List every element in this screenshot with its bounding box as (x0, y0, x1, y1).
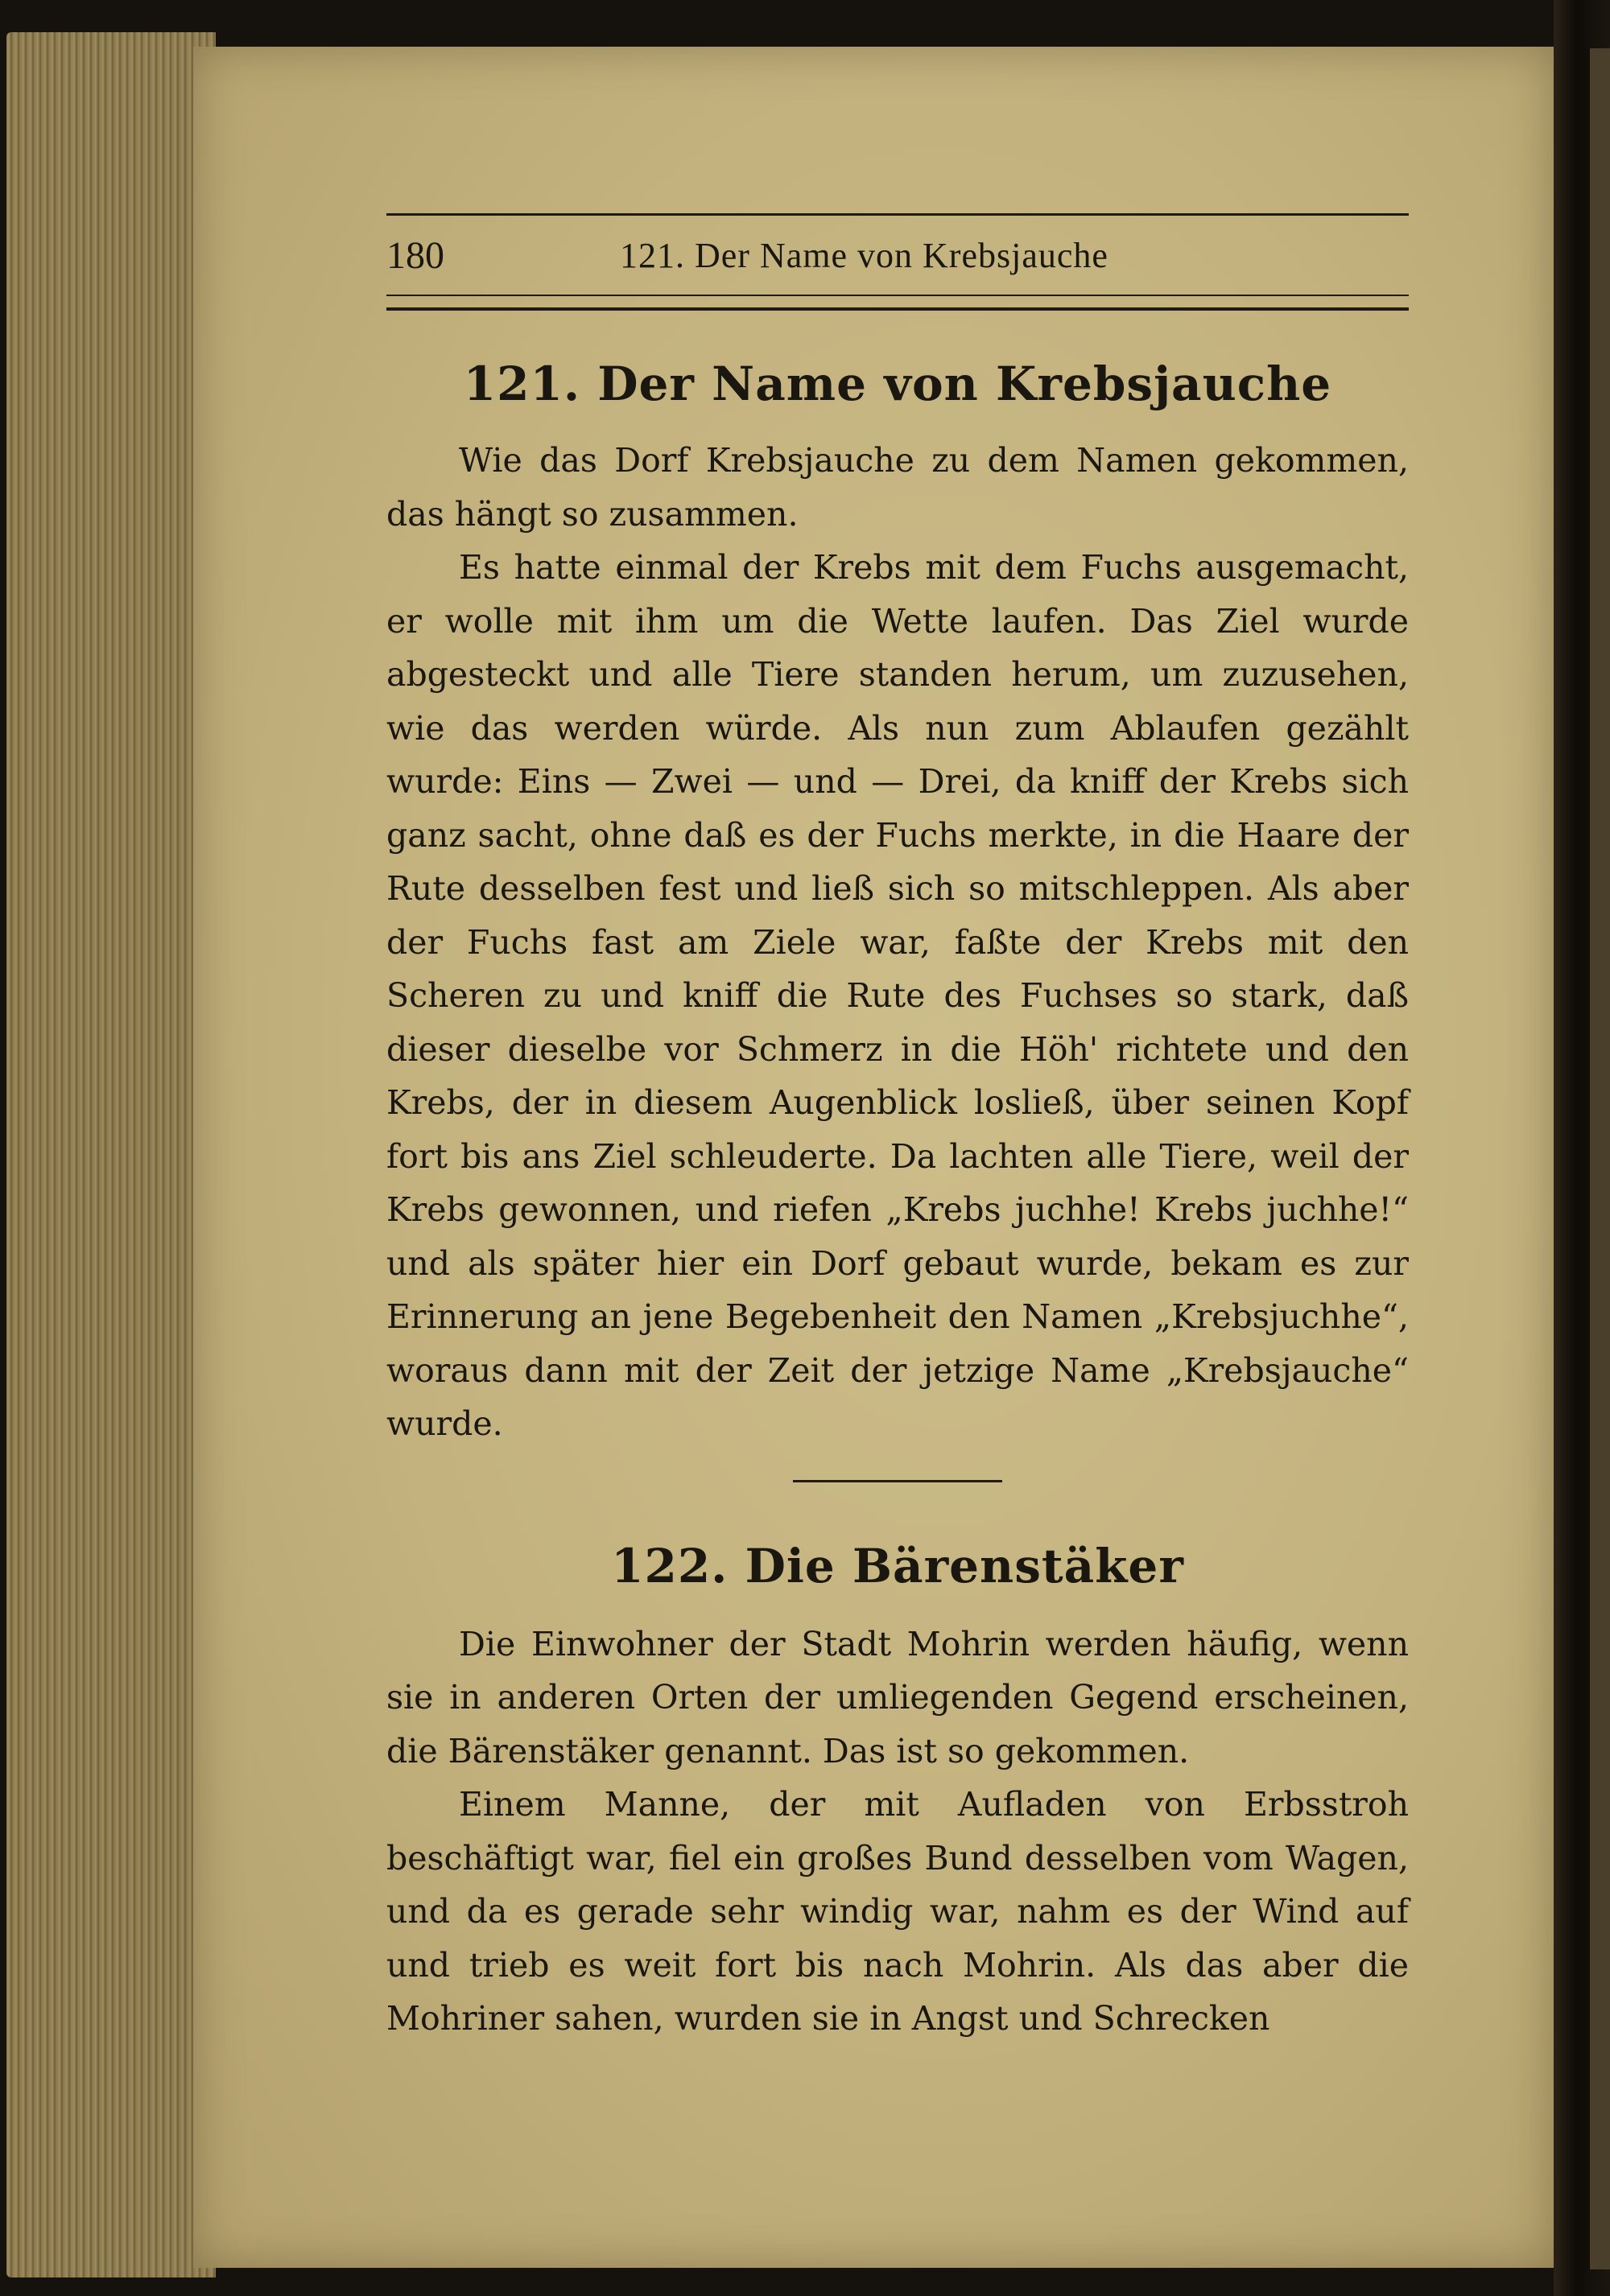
facing-page-edge (1590, 48, 1610, 2269)
section-122-title: 122. Die Bärenstäker (611, 1538, 1184, 1593)
page-edges (6, 32, 216, 2277)
section-121-title: 121. Der Name von Krebsjauche (463, 357, 1332, 411)
running-title: 121. Der Name von Krebsjauche (620, 236, 1108, 275)
page-number: 180 (386, 234, 444, 277)
page-text (386, 213, 1409, 2046)
section-divider (793, 1480, 1002, 1482)
section-121-paragraph-2: Es hatte einmal der Krebs mit dem Fuchs ausgemacht, er wolle mit ihm um die Wette laufen. Das Ziel wurde abgesteckt und alle Tiere standen herum, um zuzusehen, wie das werden würde. Als nun zum Ablaufen gezählt wurde: Eins — Zwei — und — Drei, da kniff der Krebs sich ganz sacht, ohne daß es der Fuchs merkte, in die Haare der Rute desselben fest und ließ sich so mitschleppen. Als aber der Fuchs fast am Ziele war, faßte der Krebs mit den Scheren zu und kniff die Rute des Fuchses so stark, daß dieser dieselbe vor Schmerz in die Höh' richtete und den Krebs, der in diesem Augenblick losließ, über seinen Kopf fort bis ans Ziel schleuderte. Da lachten alle Tiere, weil der Krebs gewonnen, und riefen „Krebs juchhe! Krebs juchhe!“ und als später hier ein Dorf gebaut wurde, bekam es zur Erinnerung an jene Begebenheit den Namen „Krebsjuchhe“, woraus dann mit der Zeit der jetzige Name „Krebsjauche“ wurde. (386, 548, 1409, 1443)
section-121-paragraph-1: Wie das Dorf Krebsjauche zu dem Namen gekommen, das hängt so zusammen. (386, 441, 1409, 534)
section-122-paragraph-2: Einem Manne, der mit Aufladen von Erbsstroh beschäftigt war, fiel ein großes Bund desselben vom Wagen, und da es gerade sehr windig war, nahm es der Wind auf und trieb es weit fort bis nach Mohrin. Als das aber die Mohriner sahen, wurden sie in Angst und Schrecken (386, 1785, 1409, 2038)
header-double-rule (386, 295, 1409, 311)
running-header (386, 213, 1409, 308)
section-122-paragraph-1: Die Einwohner der Stadt Mohrin werden häufig, wenn sie in anderen Orten der umliegenden Gegend erscheinen, die Bärenstäker genannt. Das ist so gekommen. (386, 1624, 1409, 1770)
